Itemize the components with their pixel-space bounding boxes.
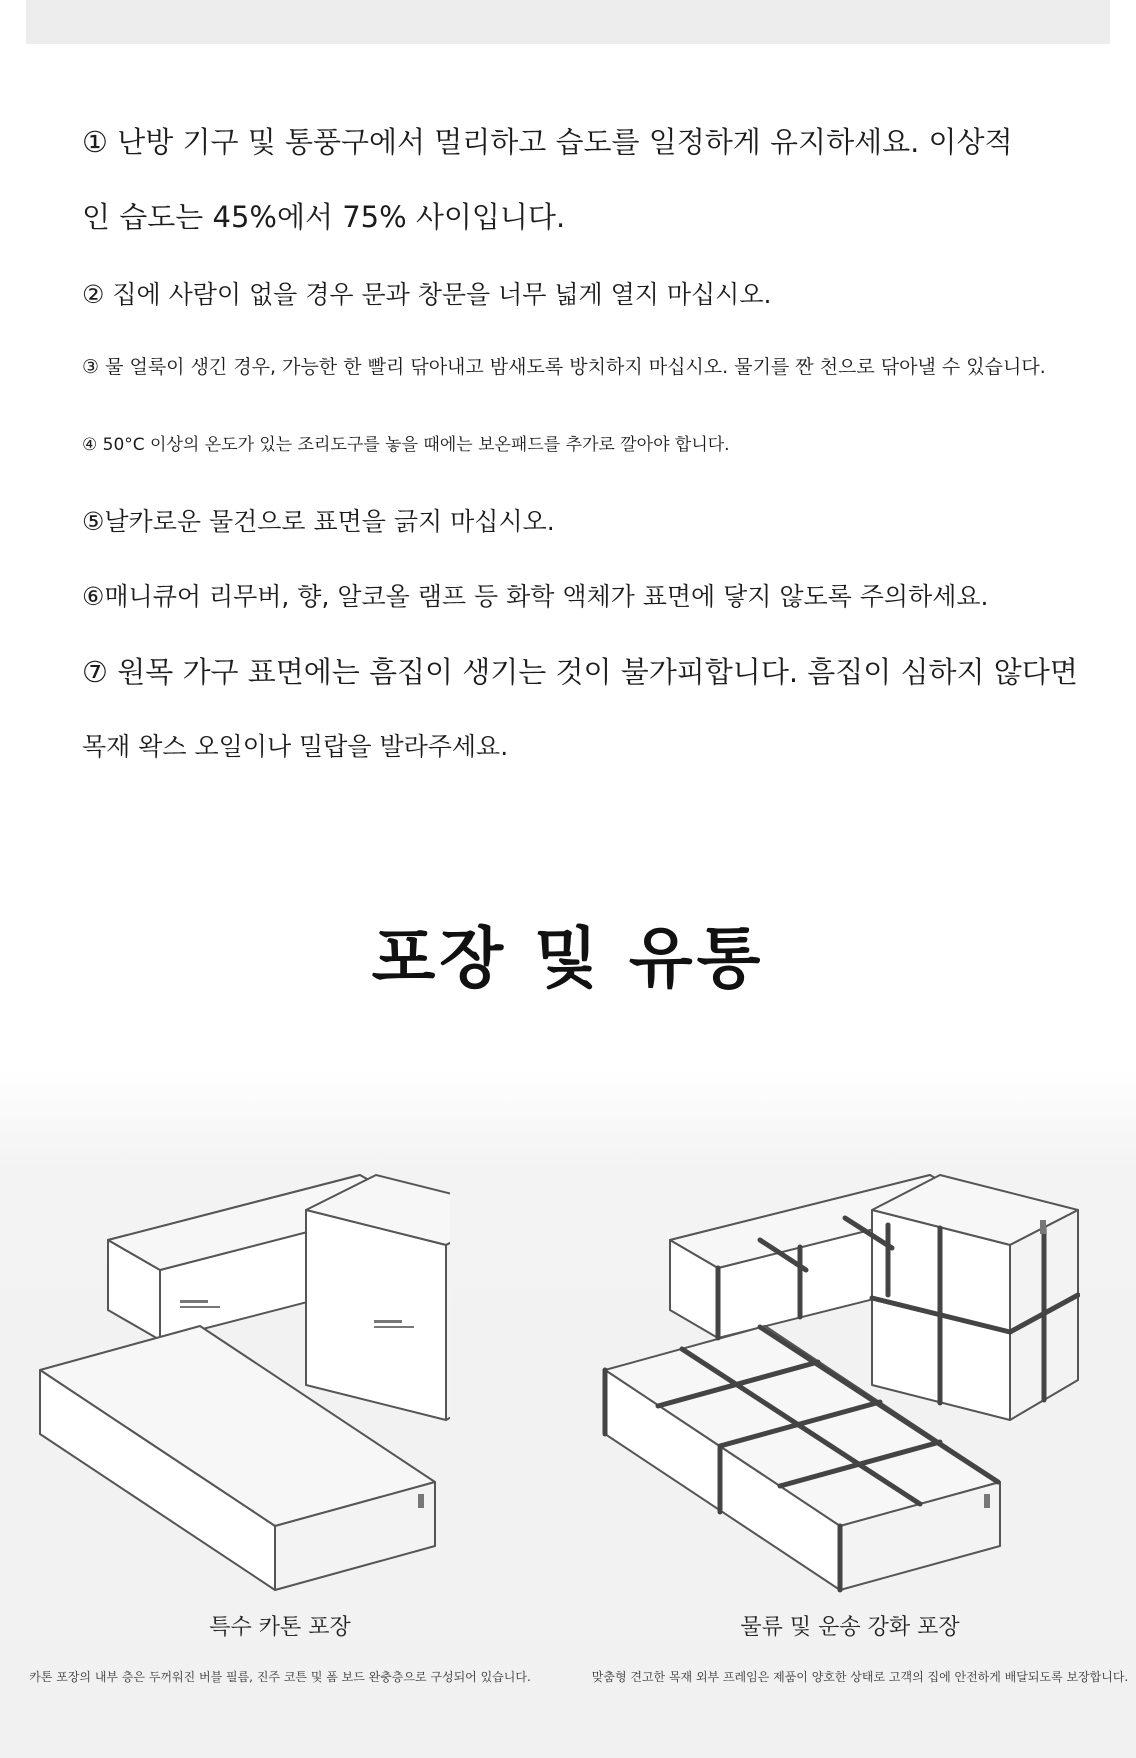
packaging-panel — [0, 1070, 1136, 1758]
care-line-3: ③ 물 얼룩이 생긴 경우, 가능한 한 빨리 닦아내고 밤새도록 방치하지 마십시오. 물기를 짠 천으로 닦아낼 수 있습니다. — [82, 356, 1046, 378]
care-line-5: ⑤날카로운 물건으로 표면을 긁지 마십시오. — [82, 507, 555, 536]
care-line-2: ② 집에 사람이 없을 경우 문과 창문을 너무 넓게 열지 마십시오. — [82, 280, 772, 309]
wooden-crates-illustration — [600, 1070, 1080, 1600]
care-line-1b: 인 습도는 45%에서 75% 사이입니다. — [82, 200, 566, 234]
top-divider-strip — [26, 0, 1110, 44]
care-line-1a: ① 난방 기구 및 통풍구에서 멀리하고 습도를 일정하게 유지하세요. 이상적 — [82, 125, 1013, 159]
carton-packaging-label: 특수 카톤 포장 — [209, 1615, 351, 1640]
logistics-packaging-desc: 맞춤형 견고한 목재 외부 프레임은 제품이 양호한 상태로 고객의 집에 안전하게 배달되도록 보장합니다. — [591, 1670, 1129, 1684]
section-title: 포장 및 유통 — [371, 920, 765, 997]
care-line-4: ④ 50°C 이상의 온도가 있는 조리도구를 놓을 때에는 보온패드를 추가로 깔아야 합니다. — [82, 435, 730, 455]
logistics-packaging-label: 물류 및 운송 강화 포장 — [740, 1615, 960, 1640]
carton-boxes-illustration — [30, 1070, 450, 1600]
carton-packaging-desc: 카톤 포장의 내부 층은 두꺼워진 버블 필름, 진주 코튼 및 폼 보드 완충층으로 구성되어 있습니다. — [29, 1670, 531, 1684]
care-line-7b: 목재 왁스 오일이나 밀랍을 발라주세요. — [82, 732, 509, 761]
care-line-7a: ⑦ 원목 가구 표면에는 흠집이 생기는 것이 불가피합니다. 흠집이 심하지 않다면 — [82, 655, 1078, 689]
care-line-6: ⑥매니큐어 리무버, 향, 알코올 램프 등 화학 액체가 표면에 닿지 않도록 주의하세요. — [82, 582, 989, 611]
